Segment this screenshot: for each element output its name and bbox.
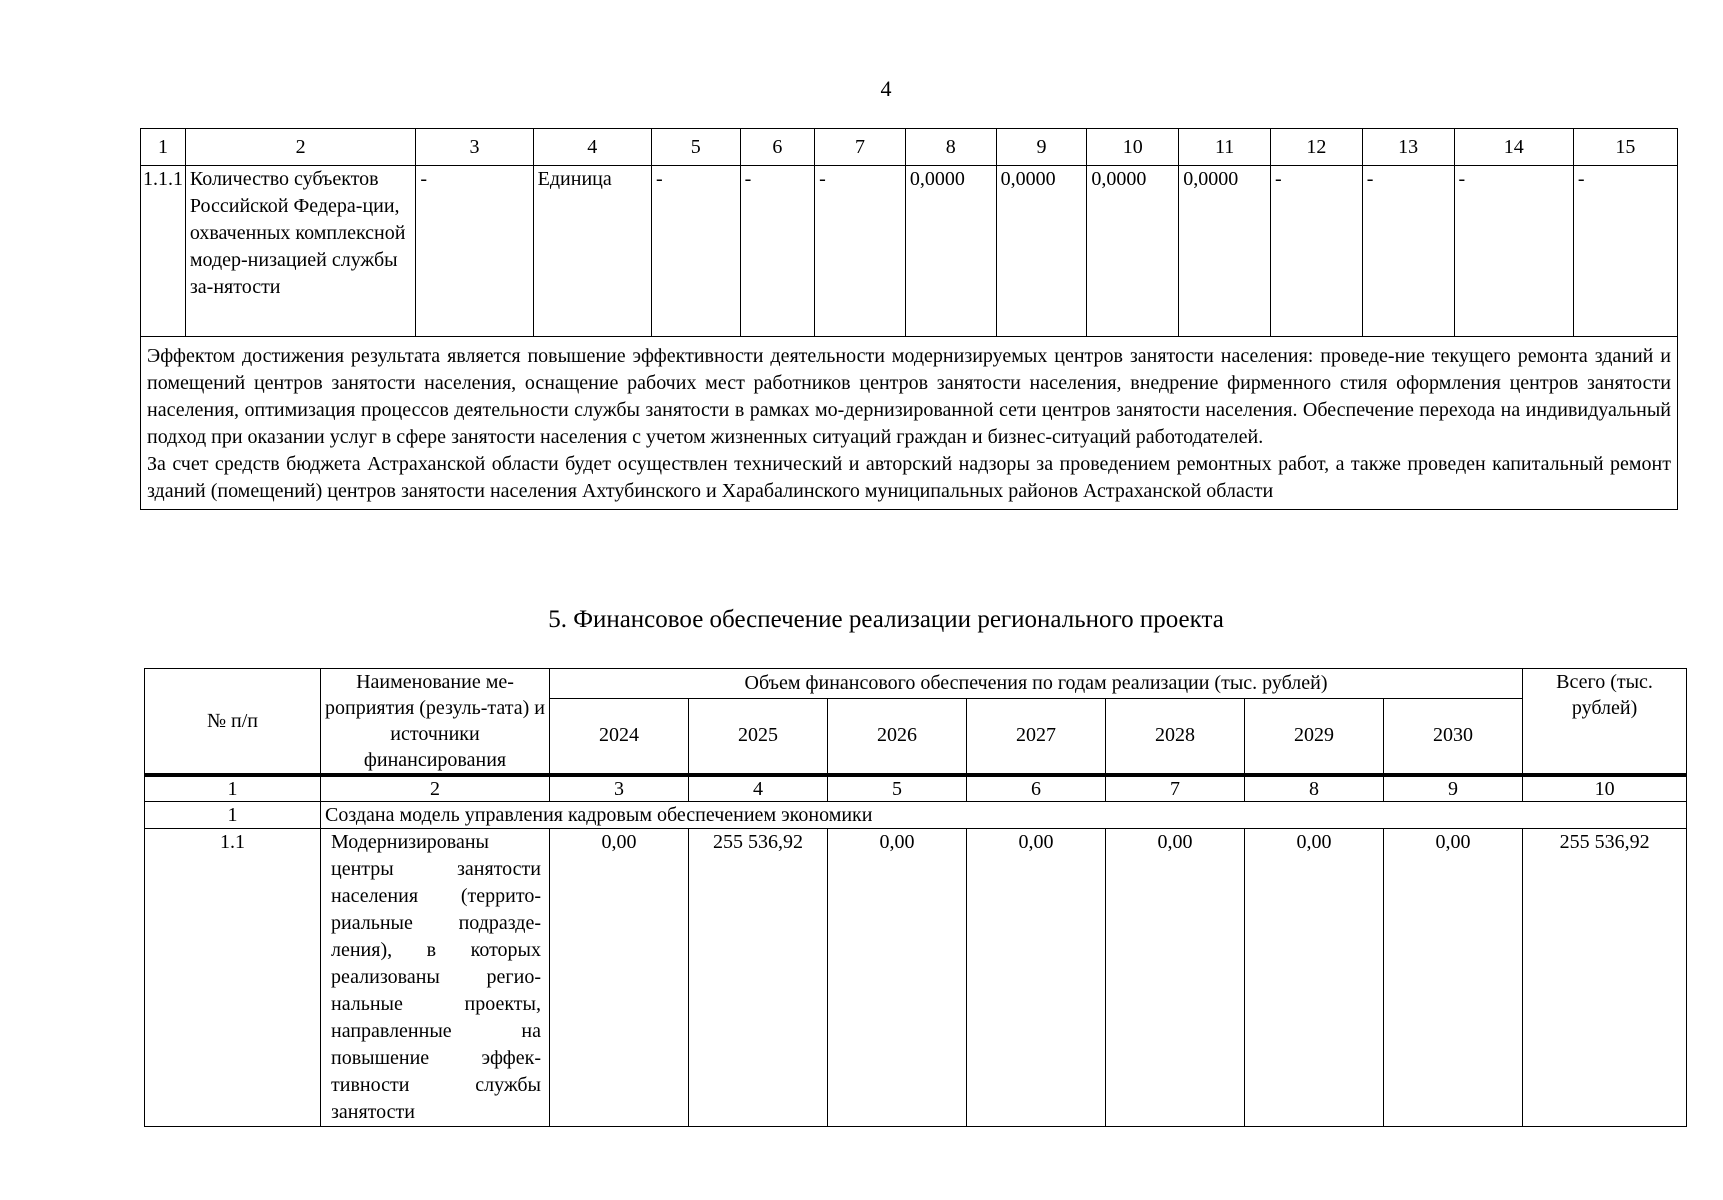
- header-cell: 8: [905, 129, 996, 166]
- header-total: Всего (тыс. рублей): [1523, 669, 1687, 776]
- header-cell: 14: [1454, 129, 1573, 166]
- value-cell: 255 536,92: [689, 829, 828, 1127]
- column-index: 10: [1523, 775, 1687, 802]
- column-index: 9: [1384, 775, 1523, 802]
- header-cell: 9: [996, 129, 1087, 166]
- unit-cell: Единица: [533, 166, 651, 337]
- total-cell: 255 536,92: [1523, 829, 1687, 1127]
- column-index-row: [145, 775, 1687, 802]
- column-index: 2: [321, 775, 550, 802]
- table-cell: -: [1454, 166, 1573, 337]
- indicator-table-header: [141, 129, 1678, 166]
- header-name: Наименование ме-роприятия (резуль-тата) и источники финансирования: [321, 669, 550, 776]
- header-cell: 7: [815, 129, 906, 166]
- table-cell: -: [740, 166, 814, 337]
- section-title: 5. Финансовое обеспечение реализации регионального проекта: [548, 606, 1224, 633]
- year-header: 2024: [550, 698, 689, 775]
- value-cell: 0,00: [1106, 829, 1245, 1127]
- header-cell: 3: [416, 129, 533, 166]
- table-row: [145, 829, 1687, 1127]
- value-cell: 0,00: [1245, 829, 1384, 1127]
- table-cell: -: [416, 166, 533, 337]
- header-cell: 6: [740, 129, 814, 166]
- header-cell: 13: [1362, 129, 1454, 166]
- table-cell: 0,0000: [996, 166, 1087, 337]
- header-number: № п/п: [145, 669, 321, 776]
- effect-description: [141, 337, 1678, 510]
- table-cell: -: [1270, 166, 1362, 337]
- value-cell: 0,00: [828, 829, 967, 1127]
- header-cell: 2: [185, 129, 415, 166]
- year-header: 2030: [1384, 698, 1523, 775]
- row-number: 1.1.1: [141, 166, 186, 337]
- column-index: 7: [1106, 775, 1245, 802]
- table-cell: -: [1362, 166, 1454, 337]
- header-cell: 5: [651, 129, 740, 166]
- year-header: 2027: [967, 698, 1106, 775]
- column-index: 8: [1245, 775, 1384, 802]
- indicator-table: [140, 128, 1678, 510]
- header-cell: 15: [1573, 129, 1677, 166]
- page-number: 4: [880, 76, 892, 101]
- column-index: 3: [550, 775, 689, 802]
- effect-paragraph: Эффектом достижения результата является повышение эффективности деятельности модернизируемых центров занятости населения: проведе-ние текущего ремонта зданий и помещений центров занятости населения, оснащение рабочих мест работников центров занятости населения, внедрение фирменного стиля оформления центров занятости населения, оптимизация процессов деятельности службы занятости в рамках мо-дернизированной сети центров занятости населения. Обеспечение перехода на индивидуальный подход при оказании услуг в сфере занятости населения с учетом жизненных ситуаций граждан и бизнес-ситуаций работодателей.: [147, 345, 1671, 448]
- table-cell: -: [815, 166, 906, 337]
- activity-name: Модернизированы центры занятости населения (террито-риальные подразде-ления), в которых реализованы регио-нальные проекты, направленные на повышение эффек-тивности службы занятости: [321, 829, 550, 1127]
- indicator-name: Количество субъектов Российской Федера-ции, охваченных комплексной модер-низацией службы за-нятости: [185, 166, 415, 337]
- row-number: 1.1: [145, 829, 321, 1127]
- value-cell: 0,00: [1384, 829, 1523, 1127]
- section-number: 1: [145, 802, 321, 829]
- header-cell: 1: [141, 129, 186, 166]
- value-cell: 0,00: [967, 829, 1106, 1127]
- column-index: 5: [828, 775, 967, 802]
- header-cell: 10: [1087, 129, 1179, 166]
- table-row: [141, 166, 1678, 337]
- header-cell: 4: [533, 129, 651, 166]
- year-header: 2029: [1245, 698, 1384, 775]
- year-header: 2026: [828, 698, 967, 775]
- table-cell: 0,0000: [905, 166, 996, 337]
- effect-paragraph: За счет средств бюджета Астраханской области будет осуществлен технический и авторский надзоры за проведением ремонтных работ, а также проведен капитальный ремонт зданий (помещений) центров занятости населения Ахтубинского и Харабалинского муниципальных районов Астраханской области: [147, 453, 1671, 502]
- value-cell: 0,00: [550, 829, 689, 1127]
- header-cell: 11: [1179, 129, 1271, 166]
- column-index: 1: [145, 775, 321, 802]
- column-index: 4: [689, 775, 828, 802]
- financing-table: [144, 668, 1687, 1127]
- table-cell: -: [1573, 166, 1677, 337]
- financing-header: [145, 669, 1687, 699]
- table-cell: 0,0000: [1087, 166, 1179, 337]
- year-header: 2028: [1106, 698, 1245, 775]
- column-index: 6: [967, 775, 1106, 802]
- effect-row: [141, 337, 1678, 510]
- section-name: Создана модель управления кадровым обеспечением экономики: [321, 802, 1687, 829]
- header-volume: Объем финансового обеспечения по годам реализации (тыс. рублей): [550, 669, 1523, 699]
- table-cell: 0,0000: [1179, 166, 1271, 337]
- header-cell: 12: [1270, 129, 1362, 166]
- table-cell: -: [651, 166, 740, 337]
- year-header: 2025: [689, 698, 828, 775]
- section-row: [145, 802, 1687, 829]
